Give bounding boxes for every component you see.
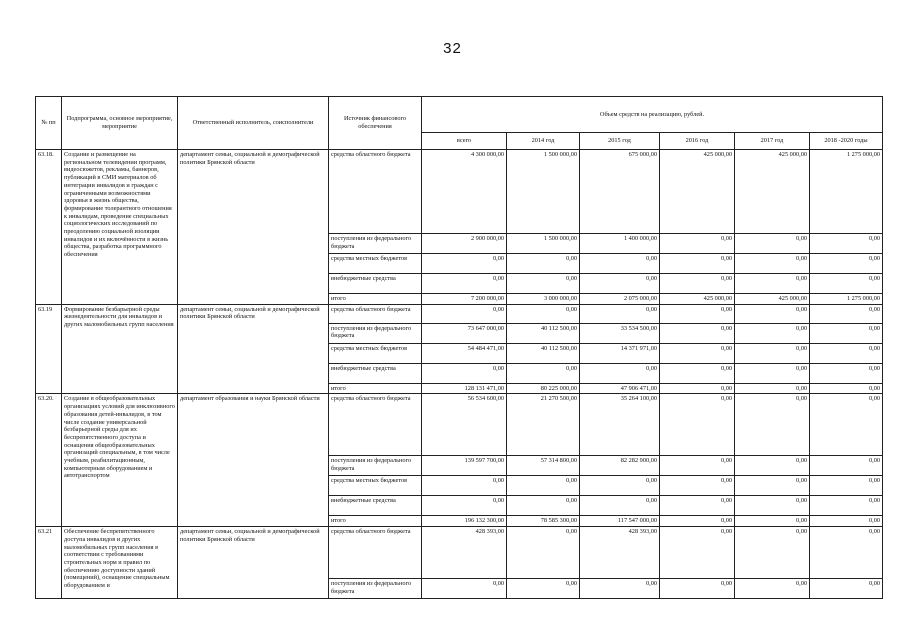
- amount-cell-2018-2020: 0,00: [810, 304, 883, 323]
- amount-cell-2015: 0,00: [580, 254, 660, 274]
- header-source: Источник финансового обеспечения: [329, 97, 422, 150]
- amount-cell-total: 428 393,00: [422, 527, 507, 579]
- header-num: № пп: [36, 97, 62, 150]
- amount-cell-total: 0,00: [422, 254, 507, 274]
- amount-cell-2018-2020: 0,00: [810, 343, 883, 363]
- amount-cell-total: 2 900 000,00: [422, 234, 507, 254]
- amount-cell-2018-2020: 0,00: [810, 579, 883, 599]
- source-cell: средства областного бюджета: [329, 304, 422, 323]
- header-executor: Ответственный исполнитель, соисполнители: [178, 97, 329, 150]
- header-2014: 2014 год: [507, 133, 580, 150]
- header-program: Подпрограмма, основное мероприятие, мероприятие: [62, 97, 178, 150]
- amount-cell-2016: 0,00: [660, 363, 735, 383]
- amount-cell-2018-2020: 0,00: [810, 234, 883, 254]
- amount-cell-2018-2020: 0,00: [810, 456, 883, 476]
- row-number-cell: 63.21: [36, 527, 62, 599]
- amount-cell-2015: 0,00: [580, 304, 660, 323]
- header-2015: 2015 год: [580, 133, 660, 150]
- table-row: [36, 527, 883, 579]
- source-cell: поступления из федерального бюджета: [329, 234, 422, 254]
- source-cell: средства областного бюджета: [329, 150, 422, 234]
- amount-cell-2017: 0,00: [735, 383, 810, 394]
- amount-cell-2015: 14 371 971,00: [580, 343, 660, 363]
- amount-cell-2017: 0,00: [735, 274, 810, 294]
- executor-cell: департамент семьи, социальной и демографической политики Брянской области: [178, 527, 329, 599]
- amount-cell-2014: 0,00: [507, 527, 580, 579]
- amount-cell-2017: 0,00: [735, 394, 810, 456]
- amount-cell-2016: 425 000,00: [660, 150, 735, 234]
- amount-cell-2016: 0,00: [660, 456, 735, 476]
- amount-cell-2015: 0,00: [580, 496, 660, 516]
- amount-cell-total: 196 132 300,00: [422, 516, 507, 527]
- amount-cell-2016: 0,00: [660, 496, 735, 516]
- source-cell: внебюджетные средства: [329, 496, 422, 516]
- amount-cell-2014: 40 112 500,00: [507, 343, 580, 363]
- table-row: [36, 304, 883, 323]
- amount-cell-2016: 0,00: [660, 343, 735, 363]
- amount-cell-2018-2020: 0,00: [810, 323, 883, 343]
- amount-cell-total: 7 200 000,00: [422, 294, 507, 305]
- amount-cell-2018-2020: 1 275 000,00: [810, 294, 883, 305]
- amount-cell-2017: 0,00: [735, 456, 810, 476]
- executor-cell: департамент образования и науки Брянской области: [178, 394, 329, 527]
- amount-cell-total: 0,00: [422, 496, 507, 516]
- amount-cell-2015: 428 393,00: [580, 527, 660, 579]
- amount-cell-2017: 425 000,00: [735, 294, 810, 305]
- source-cell: поступления из федерального бюджета: [329, 323, 422, 343]
- amount-cell-total: 54 484 471,00: [422, 343, 507, 363]
- amount-cell-2015: 1 400 000,00: [580, 234, 660, 254]
- amount-cell-2017: 0,00: [735, 363, 810, 383]
- amount-cell-2018-2020: 0,00: [810, 527, 883, 579]
- amount-cell-total: 139 597 700,00: [422, 456, 507, 476]
- amount-cell-2018-2020: 0,00: [810, 394, 883, 456]
- amount-cell-2018-2020: 0,00: [810, 516, 883, 527]
- amount-cell-2017: 0,00: [735, 579, 810, 599]
- program-cell: Создание в общеобразовательных организациях условий для инклюзивного образования детей-инвалидов, в том числе создание универсальной безбарьерной среды для их беспрепятственного доступа и оснащения общеобразовательных организаций специальным, в том числе учебным, реабилитационным, компьютерным оборудованием и автотранспортом: [62, 394, 178, 527]
- amount-cell-2014: 1 500 000,00: [507, 234, 580, 254]
- row-number-cell: 63.19: [36, 304, 62, 394]
- amount-cell-2015: 0,00: [580, 363, 660, 383]
- source-cell: средства местных бюджетов: [329, 343, 422, 363]
- source-cell: итого: [329, 383, 422, 394]
- amount-cell-2014: 40 112 500,00: [507, 323, 580, 343]
- amount-cell-2014: 3 000 000,00: [507, 294, 580, 305]
- amount-cell-2017: 0,00: [735, 496, 810, 516]
- amount-cell-total: 56 534 600,00: [422, 394, 507, 456]
- amount-cell-2014: 21 270 500,00: [507, 394, 580, 456]
- amount-cell-2017: 0,00: [735, 304, 810, 323]
- budget-table: [35, 96, 883, 599]
- amount-cell-2014: 0,00: [507, 304, 580, 323]
- amount-cell-2017: 0,00: [735, 527, 810, 579]
- amount-cell-total: 0,00: [422, 274, 507, 294]
- program-cell: Обеспечение беспрепятственного доступа инвалидов и других маломобильных групп населения в соответствии с требованиями строительных норм и правил по обеспечению доступности зданий (помещений), оснащение специальным оборудованием и: [62, 527, 178, 599]
- table-row: [36, 394, 883, 456]
- amount-cell-2018-2020: 0,00: [810, 383, 883, 394]
- header-2017: 2017 год: [735, 133, 810, 150]
- amount-cell-2015: 33 534 500,00: [580, 323, 660, 343]
- amount-cell-2016: 0,00: [660, 274, 735, 294]
- source-cell: поступления из федерального бюджета: [329, 579, 422, 599]
- source-cell: средства областного бюджета: [329, 527, 422, 579]
- amount-cell-2016: 0,00: [660, 383, 735, 394]
- amount-cell-2016: 0,00: [660, 234, 735, 254]
- amount-cell-2015: 675 000,00: [580, 150, 660, 234]
- amount-cell-2015: 0,00: [580, 274, 660, 294]
- amount-cell-2014: 0,00: [507, 476, 580, 496]
- amount-cell-2016: 0,00: [660, 304, 735, 323]
- amount-cell-2014: 57 314 800,00: [507, 456, 580, 476]
- source-cell: средства областного бюджета: [329, 394, 422, 456]
- amount-cell-2016: 0,00: [660, 527, 735, 579]
- amount-cell-total: 73 647 000,00: [422, 323, 507, 343]
- amount-cell-total: 0,00: [422, 579, 507, 599]
- amount-cell-2017: 0,00: [735, 323, 810, 343]
- amount-cell-2016: 0,00: [660, 323, 735, 343]
- source-cell: средства местных бюджетов: [329, 254, 422, 274]
- source-cell: внебюджетные средства: [329, 274, 422, 294]
- amount-cell-2018-2020: 0,00: [810, 496, 883, 516]
- amount-cell-2018-2020: 0,00: [810, 254, 883, 274]
- amount-cell-2016: 0,00: [660, 476, 735, 496]
- program-cell: Формирование безбарьерной среды жизнедеятельности для инвалидов и других маломобильных групп населения: [62, 304, 178, 394]
- amount-cell-2017: 425 000,00: [735, 150, 810, 234]
- source-cell: итого: [329, 516, 422, 527]
- amount-cell-2014: 0,00: [507, 274, 580, 294]
- source-cell: поступления из федерального бюджета: [329, 456, 422, 476]
- table-row: [36, 150, 883, 234]
- amount-cell-2017: 0,00: [735, 343, 810, 363]
- amount-cell-total: 4 300 000,00: [422, 150, 507, 234]
- amount-cell-2015: 0,00: [580, 476, 660, 496]
- amount-cell-2015: 47 906 471,00: [580, 383, 660, 394]
- source-cell: внебюджетные средства: [329, 363, 422, 383]
- amount-cell-2016: 0,00: [660, 254, 735, 274]
- amount-cell-2015: 0,00: [580, 579, 660, 599]
- amount-cell-2016: 0,00: [660, 394, 735, 456]
- amount-cell-2017: 0,00: [735, 516, 810, 527]
- amount-cell-2015: 82 282 900,00: [580, 456, 660, 476]
- amount-cell-2016: 0,00: [660, 516, 735, 527]
- row-number-cell: 63.20.: [36, 394, 62, 527]
- amount-cell-2014: 78 585 300,00: [507, 516, 580, 527]
- amount-cell-2015: 117 547 000,00: [580, 516, 660, 527]
- source-cell: итого: [329, 294, 422, 305]
- amount-cell-2015: 2 075 000,00: [580, 294, 660, 305]
- amount-cell-2018-2020: 0,00: [810, 363, 883, 383]
- amount-cell-2017: 0,00: [735, 254, 810, 274]
- header-2018-2020: 2018 -2020 годы: [810, 133, 883, 150]
- amount-cell-2018-2020: 1 275 000,00: [810, 150, 883, 234]
- header-2016: 2016 год: [660, 133, 735, 150]
- header-volume: Объем средств на реализацию, рублей.: [422, 97, 883, 133]
- amount-cell-total: 0,00: [422, 304, 507, 323]
- amount-cell-2014: 0,00: [507, 363, 580, 383]
- executor-cell: департамент семьи, социальной и демографической политики Брянской области: [178, 150, 329, 305]
- amount-cell-2014: 0,00: [507, 496, 580, 516]
- amount-cell-2015: 35 264 100,00: [580, 394, 660, 456]
- header-total: всего: [422, 133, 507, 150]
- amount-cell-2018-2020: 0,00: [810, 476, 883, 496]
- amount-cell-2014: 80 225 000,00: [507, 383, 580, 394]
- amount-cell-total: 128 131 471,00: [422, 383, 507, 394]
- amount-cell-2016: 0,00: [660, 579, 735, 599]
- amount-cell-2017: 0,00: [735, 234, 810, 254]
- amount-cell-total: 0,00: [422, 363, 507, 383]
- program-cell: Создание и размещение на региональном телевидении программ, видеосюжетов, рекламы, баннеров, публикаций в СМИ материалов об интеграции инвалидов и граждан с ограниченными возможностями здоровья в жизнь общества, формирование толерантного отношения к инвалидам, проведение специальных социологических исследований по преодолению социальной изоляции инвалидов и их включённости в жизнь общества, разработка программного обеспечения: [62, 150, 178, 305]
- amount-cell-2016: 425 000,00: [660, 294, 735, 305]
- amount-cell-total: 0,00: [422, 476, 507, 496]
- amount-cell-2018-2020: 0,00: [810, 274, 883, 294]
- source-cell: средства местных бюджетов: [329, 476, 422, 496]
- amount-cell-2014: 1 500 000,00: [507, 150, 580, 234]
- executor-cell: департамент семьи, социальной и демографической политики Брянской области: [178, 304, 329, 394]
- amount-cell-2014: 0,00: [507, 579, 580, 599]
- amount-cell-2014: 0,00: [507, 254, 580, 274]
- amount-cell-2017: 0,00: [735, 476, 810, 496]
- page-number: 32: [443, 40, 462, 57]
- row-number-cell: 63.18.: [36, 150, 62, 305]
